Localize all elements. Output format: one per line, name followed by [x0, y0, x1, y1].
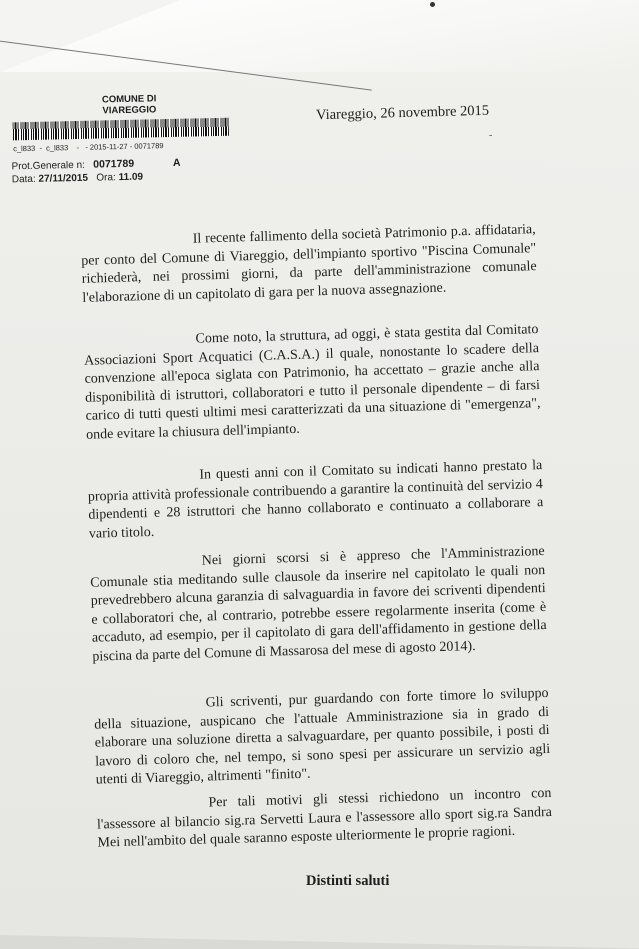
- paragraph-5: Gli scriventi, pur guardando con forte timore lo sviluppo della situazione, auspicano che l'attuale Amministrazione sia in grado di elaborare una soluzione diretta a salvaguardare, per quanto possibile, i posti di lavoro di coloro che, nel tempo, si sono spesi per assicurare un servizio agli utenti di Viareggio, altrimenti "finito".: [94, 685, 551, 788]
- paragraph-4: Nei giorni scorsi si è appreso che l'Amministrazione Comunale stia meditando sulle clausole da inserire nel capitolato le quali non prevedrebbero alcuna garanzia di salvaguardia in favore dei scriventi dipendenti e collaboratori che, al contrario, potrebbe essere regolarmente inserita (come è accaduto, ad esempio, per il capitolato di gara dell'affidamento in gestione della piscina da parte del Comune di Massarosa del mese di agosto 2014).: [90, 544, 547, 665]
- protocol-label: Prot.Generale n:: [11, 159, 86, 173]
- paragraph-6: Per tali motivi gli stessi richiedono un incontro con l'assessore al bilancio sig.ra Servetti Laura e l'assessore allo sport sig.ra Sandra Mei nell'ambito del quale saranno esposte ulteriormente le proprie ragioni.: [96, 785, 553, 851]
- paragraph-3: In questi anni con il Comitato su indicati hanno prestato la propria attività professionale contribuendo a garantire la continuità del servizio 4 dipendenti e 28 istruttori che hanno collaborato e continuato a collaborare a vario titolo.: [87, 458, 544, 542]
- date-label: Data:: [11, 173, 36, 186]
- paragraph-1: Il recente fallimento della società Patrimonio p.a. affidataria, per conto del Comune di Viareggio, dell'impianto sportivo "Piscina Comunale" richiederà, nei prossimi giorni, da parte dell'amministrazione comunale l'elaborazione di un capitolato di gara per la nuova assegnazione.: [81, 222, 537, 306]
- stamp-org-line1: COMUNE DI: [101, 93, 157, 106]
- letter-date: Viareggio, 26 novembre 2015: [315, 102, 490, 124]
- pen-mark: -: [489, 130, 493, 141]
- time-value: 11.09: [118, 171, 144, 184]
- time-label: Ora:: [96, 172, 116, 184]
- protocol-letter: A: [172, 156, 181, 169]
- paragraph-2: Come noto, la struttura, ad oggi, è stata gestita dal Comitato Associazioni Sport Acquatici (C.A.S.A.) il quale, nonostante lo scadere della convenzione all'epoca siglata con Patrimonio, ha accettato – grazie anche alla disponibilità di istruttori, collaboratori e tutto il personale dipendente – di farsi carico di tutti questi ultimi mesi caratterizzati da una situazione di "emergenza", onde evitare la chiusura dell'impianto.: [83, 322, 541, 443]
- protocol-number: 0071789: [93, 157, 135, 171]
- date-value: 27/11/2015: [38, 172, 89, 185]
- barcode-text: c_l833 - c_l833 - - 2015-11-27 - 0071789: [13, 141, 164, 154]
- stamp-org-line2: VIAREGGIO: [102, 104, 157, 117]
- closing-salutation: Distinti saluti: [306, 873, 390, 889]
